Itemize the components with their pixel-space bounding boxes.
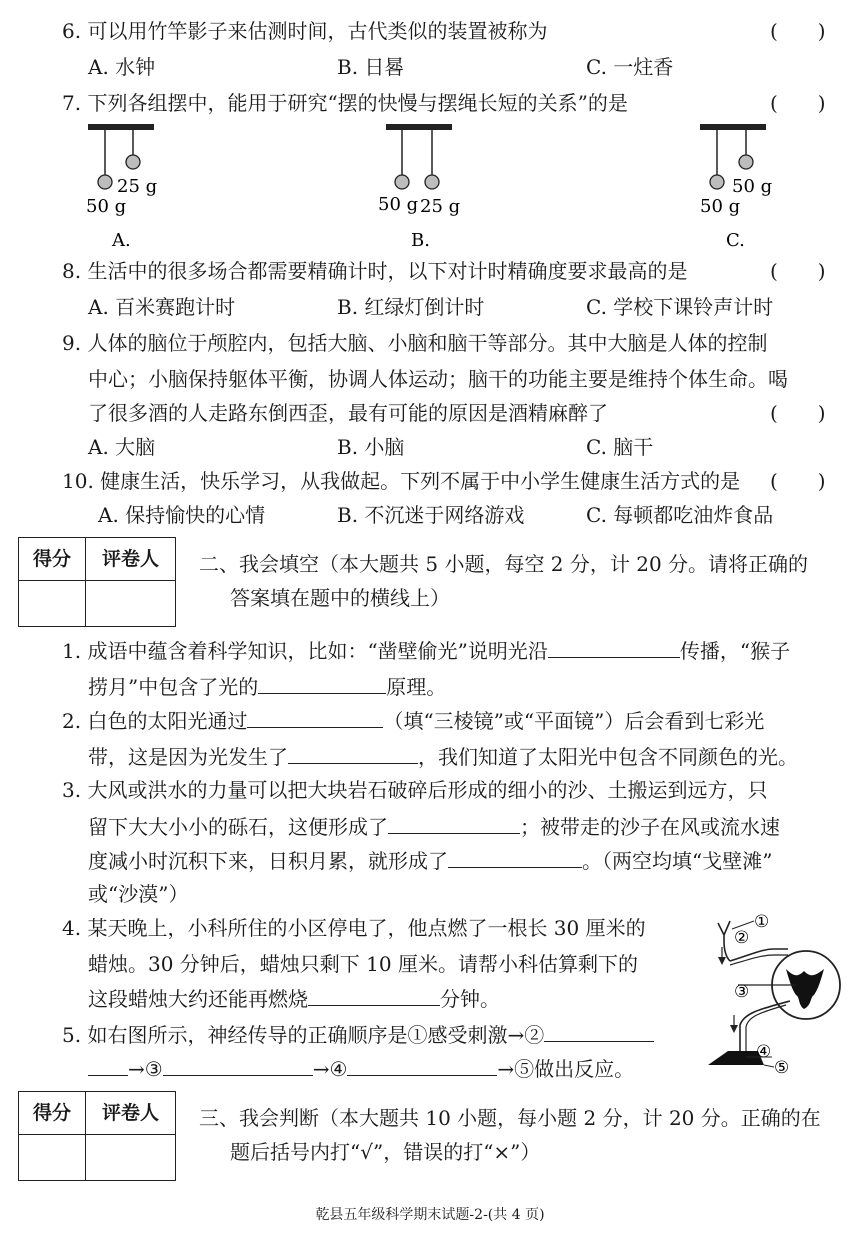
fill1-text-a: 1. 成语中蕴含着科学知识，比如：“凿壁偷光”说明光沿: [62, 639, 548, 663]
section2-heading-line1: 二、我会填空（本大题共 5 小题，每空 2 分，计 20 分。请将正确的: [199, 552, 809, 576]
fill5-text-a: 5. 如右图所示，神经传导的正确顺序是①感受刺激→②: [62, 1023, 545, 1047]
fill1-text-b: 传播，“猴子: [679, 639, 791, 663]
fill2-blank-1[interactable]: [247, 707, 383, 728]
fill4-line3: [88, 985, 500, 1012]
section2-score-label: 得分: [32, 548, 71, 570]
fill2-text-d: ，我们知道了太阳光中包含不同颜色的光。: [418, 745, 798, 769]
section3-grader-label: 评卷人: [101, 1102, 159, 1124]
pendulum-b-option: B.: [411, 230, 430, 251]
section2-score-cell[interactable]: [19, 582, 85, 626]
q10-option-b: B. 不沉迷于网络游戏: [337, 503, 525, 527]
fill2-blank-2[interactable]: [288, 743, 418, 764]
pendulum-figures: [0, 118, 860, 258]
pendulum-a-label-25g: 25 g: [117, 176, 158, 197]
q6-option-c: C. 一炷香: [586, 55, 674, 79]
reflex-arc-diagram: [700, 905, 850, 1080]
fill3-blank-2[interactable]: [448, 847, 582, 868]
fill5-line1: [62, 1021, 654, 1048]
q9-stem-line3: 了很多酒的人走路东倒西歪，最有可能的原因是酒精麻醉了: [88, 401, 608, 425]
q7-stem: 7. 下列各组摆中，能用于研究“摆的快慢与摆绳长短的关系”的是: [62, 91, 628, 115]
q9-option-a: A. 大脑: [88, 435, 156, 459]
fill3-line2: [88, 813, 780, 840]
q10-stem: 10. 健康生活，快乐学习，从我做起。下列不属于中小学生健康生活方式的是: [62, 469, 741, 493]
diagram-label-3: ③: [734, 982, 750, 1002]
fill1-line2: [88, 673, 446, 700]
fill1-line1: [62, 637, 790, 664]
pendulum-c-label-50g-upper: 50 g: [732, 176, 773, 197]
fill1-blank-1[interactable]: [548, 637, 680, 658]
q8-option-b: B. 红绿灯倒计时: [337, 295, 485, 319]
q8-answer-paren[interactable]: ( ): [770, 259, 826, 283]
fill5-text-c: →④: [312, 1057, 348, 1081]
q7-answer-paren[interactable]: ( ): [770, 91, 826, 115]
q6-stem: 6. 可以用竹竿影子来估测时间，古代类似的装置被称为: [62, 19, 548, 43]
fill4-text-a: 这段蜡烛大约还能再燃烧: [88, 987, 308, 1011]
fill5-blank-1[interactable]: [544, 1021, 654, 1042]
diagram-label-1: ①: [754, 912, 770, 932]
page-footer: 乾县五年级科学期末试题-2-(共 4 页): [315, 1207, 545, 1223]
section3-score-cell[interactable]: [19, 1136, 85, 1180]
section3-grader-cell[interactable]: [86, 1136, 175, 1180]
fill2-text-a: 2. 白色的太阳光通过: [62, 709, 248, 733]
fill2-text-c: 带，这是因为光发生了: [88, 745, 288, 769]
pendulum-b-label-50g: 50 g: [378, 194, 419, 215]
q10-option-a: A. 保持愉快的心情: [98, 503, 266, 527]
section3-heading-line1: 三、我会判断（本大题共 10 小题，每小题 2 分，计 20 分。正确的在: [199, 1106, 821, 1130]
fill2-line1: [62, 707, 764, 734]
q9-option-b: B. 小脑: [337, 435, 405, 459]
q9-answer-paren[interactable]: ( ): [770, 401, 826, 425]
q6-option-a: A. 水钟: [88, 55, 156, 79]
pendulum-c-option: C.: [726, 230, 745, 251]
section2-grader-cell[interactable]: [86, 582, 175, 626]
fill3-text-d: 。（两空均填“戈壁滩”: [582, 849, 773, 873]
fill3-text-a: 留下大大小小的砾石，这便形成了: [88, 815, 388, 839]
fill1-blank-2[interactable]: [258, 673, 386, 694]
diagram-label-4: ④: [756, 1042, 772, 1062]
fill5-line2: [88, 1055, 634, 1082]
pendulum-group-b: [378, 124, 460, 251]
section2-grader-label: 评卷人: [101, 548, 159, 570]
pendulum-a-label-50g: 50 g: [86, 196, 127, 217]
pendulum-c-label-50g-lower: 50 g: [700, 196, 741, 217]
diagram-label-5: ⑤: [774, 1058, 790, 1078]
fill2-text-b: （填“三棱镜”或“平面镜”）后会看到七彩光: [383, 709, 765, 733]
fill5-text-d: →⑤做出反应。: [497, 1057, 635, 1081]
q6-option-b: B. 日晷: [337, 55, 405, 79]
fill4-line2: 蜡烛。30 分钟后，蜡烛只剩下 10 厘米。请帮小科估算剩下的: [88, 952, 638, 976]
diagram-label-2: ②: [734, 928, 750, 948]
pendulum-group-c: [700, 124, 772, 251]
fill3-text-b: ；被带走的沙子在风或流水速: [520, 815, 780, 839]
section2-score-box: [18, 537, 176, 627]
fill4-text-b: 分钟。: [440, 987, 500, 1011]
q8-option-a: A. 百米赛跑计时: [88, 295, 236, 319]
pendulum-group-a: [86, 124, 157, 251]
section3-heading-line2: 题后括号内打“√”，错误的打“×”）: [230, 1140, 541, 1164]
q9-option-c: C. 脑干: [586, 435, 654, 459]
fill3-blank-1[interactable]: [388, 813, 520, 834]
fill5-blank-2[interactable]: [163, 1055, 313, 1076]
q6-answer-paren[interactable]: ( ): [770, 19, 826, 43]
pendulum-b-label-25g: 25 g: [420, 196, 461, 217]
q8-option-c: C. 学校下课铃声计时: [586, 295, 774, 319]
q8-stem: 8. 生活中的很多场合都需要精确计时，以下对计时精确度要求最高的是: [62, 259, 688, 283]
fill4-blank[interactable]: [308, 985, 440, 1006]
section3-score-label: 得分: [32, 1102, 71, 1124]
fill5-blank-1-cont[interactable]: [88, 1055, 128, 1076]
q10-answer-paren[interactable]: ( ): [770, 469, 826, 493]
fill3-text-c: 度减小时沉积下来，日积月累，就形成了: [88, 849, 448, 873]
pendulum-a-option: A.: [112, 230, 131, 251]
fill4-line1: 4. 某天晚上，小科所住的小区停电了，他点燃了一根长 30 厘米的: [62, 916, 646, 940]
fill3-line1: 3. 大风或洪水的力量可以把大块岩石破碎后形成的细小的沙、土搬运到远方，只: [62, 778, 768, 802]
fill3-line4: 或“沙漠”）: [88, 882, 189, 906]
q9-stem-line1: 9. 人体的脑位于颅腔内，包括大脑、小脑和脑干等部分。其中大脑是人体的控制: [62, 331, 768, 355]
fill5-blank-3[interactable]: [347, 1055, 497, 1076]
fill2-line2: [88, 743, 798, 770]
fill1-text-d: 原理。: [386, 675, 447, 699]
section2-heading-line2: 答案填在题中的横线上）: [230, 586, 450, 610]
fill1-text-c: 捞月”中包含了光的: [88, 675, 259, 699]
section3-score-box: [18, 1091, 176, 1181]
q9-stem-line2: 中心；小脑保持躯体平衡，协调人体运动；脑干的功能主要是维持个体生命。喝: [88, 367, 788, 391]
q10-option-c: C. 每顿都吃油炸食品: [586, 503, 774, 527]
fill5-text-b: →③: [128, 1057, 163, 1081]
fill3-line3: [88, 847, 772, 874]
